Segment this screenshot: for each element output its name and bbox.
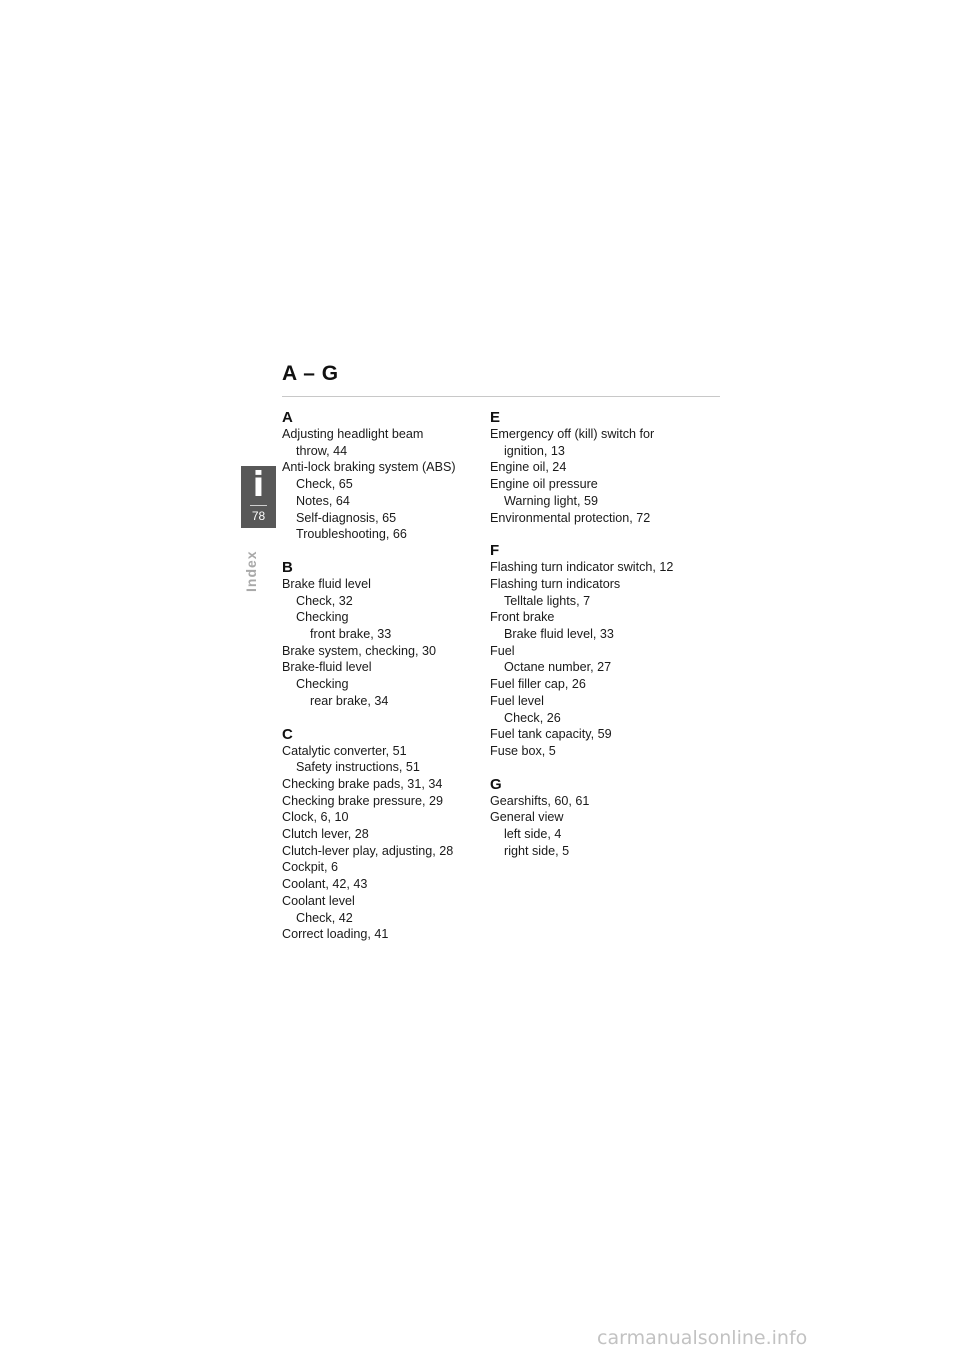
index-entry: Front brake	[490, 610, 555, 625]
page-number: 78	[251, 509, 266, 523]
footer-watermark: carmanualsonline.info	[597, 1327, 808, 1349]
index-entry: Clutch-lever play, adjusting, 28	[282, 843, 454, 858]
index-entry: Brake fluid level	[282, 576, 371, 591]
index-entry: Check, 26	[504, 710, 561, 725]
index-entry: Check, 32	[296, 593, 353, 608]
section-letter: E	[490, 409, 501, 426]
index-section-f	[490, 542, 690, 759]
section-letter: C	[282, 725, 293, 743]
index-entry: right side, 5	[504, 843, 570, 858]
index-entry: Coolant, 42, 43	[282, 877, 368, 892]
index-entry: front brake, 33	[310, 627, 392, 642]
index-entry: General view	[490, 810, 564, 825]
index-entry: left side, 4	[504, 827, 562, 842]
index-entry: Warning light, 59	[504, 493, 599, 508]
tab-divider	[250, 505, 267, 506]
index-entry: throw, 44	[296, 443, 348, 458]
index-entry: Flashing turn indicator switch, 12	[490, 560, 674, 575]
index-entry: Clutch lever, 28	[282, 827, 369, 842]
index-entry: Engine oil pressure	[490, 477, 598, 492]
index-section-g	[490, 776, 690, 860]
index-section-c	[282, 726, 482, 943]
index-entry: Catalytic converter, 51	[282, 743, 407, 758]
index-entry: Cockpit, 6	[282, 860, 338, 875]
index-entry: Fuel level	[490, 693, 544, 708]
index-entry: Self-diagnosis, 65	[296, 510, 397, 525]
index-entry: Brake system, checking, 30	[282, 643, 436, 658]
section-letter: A	[282, 409, 293, 426]
index-entry: Engine oil, 24	[490, 460, 567, 475]
index-entry: Gearshifts, 60, 61	[490, 793, 590, 808]
index-entry: Checking	[296, 677, 349, 692]
side-section-label: Index	[243, 550, 259, 592]
index-entry: Octane number, 27	[504, 660, 612, 675]
section-letter: B	[282, 558, 293, 576]
index-entry: Environmental protection, 72	[490, 510, 651, 525]
index-entry: rear brake, 34	[310, 693, 389, 708]
index-entry: Telltale lights, 7	[504, 593, 591, 608]
heading-divider	[282, 396, 720, 397]
index-column-right	[490, 409, 690, 875]
info-icon: i	[252, 465, 265, 505]
index-entry: Checking	[296, 610, 349, 625]
index-entry: Emergency off (kill) switch for	[490, 427, 655, 441]
index-column-left	[282, 409, 482, 959]
index-section-a	[282, 409, 482, 543]
index-entry: Adjusting headlight beam	[282, 427, 424, 441]
index-entry: Fuel filler cap, 26	[490, 677, 586, 692]
index-entry: Flashing turn indicators	[490, 576, 621, 591]
index-entry: Troubleshooting, 66	[296, 527, 407, 542]
index-entry: Brake fluid level, 33	[504, 627, 614, 642]
index-entry: Fuel tank capacity, 59	[490, 727, 612, 742]
index-section-e	[490, 409, 690, 526]
index-entry: Notes, 64	[296, 493, 350, 508]
index-entry: Anti-lock braking system (ABS)	[282, 460, 456, 475]
index-entry: Brake-fluid level	[282, 660, 372, 675]
index-entry: Correct loading, 41	[282, 927, 389, 942]
index-entry: Coolant level	[282, 893, 355, 908]
index-entry: Clock, 6, 10	[282, 810, 349, 825]
index-entry: ignition, 13	[504, 443, 565, 458]
section-letter: G	[490, 775, 502, 793]
index-section-b	[282, 559, 482, 710]
index-entry: Checking brake pads, 31, 34	[282, 776, 443, 791]
index-entry: Fuse box, 5	[490, 743, 556, 758]
section-letter: F	[490, 542, 500, 560]
index-entry: Check, 65	[296, 477, 353, 492]
section-tab	[241, 466, 276, 528]
page-heading: A – G	[282, 362, 339, 385]
index-entry: Checking brake pressure, 29	[282, 793, 444, 808]
index-entry: Check, 42	[296, 910, 353, 925]
index-entry: Safety instructions, 51	[296, 760, 420, 775]
index-entry: Fuel	[490, 643, 515, 658]
